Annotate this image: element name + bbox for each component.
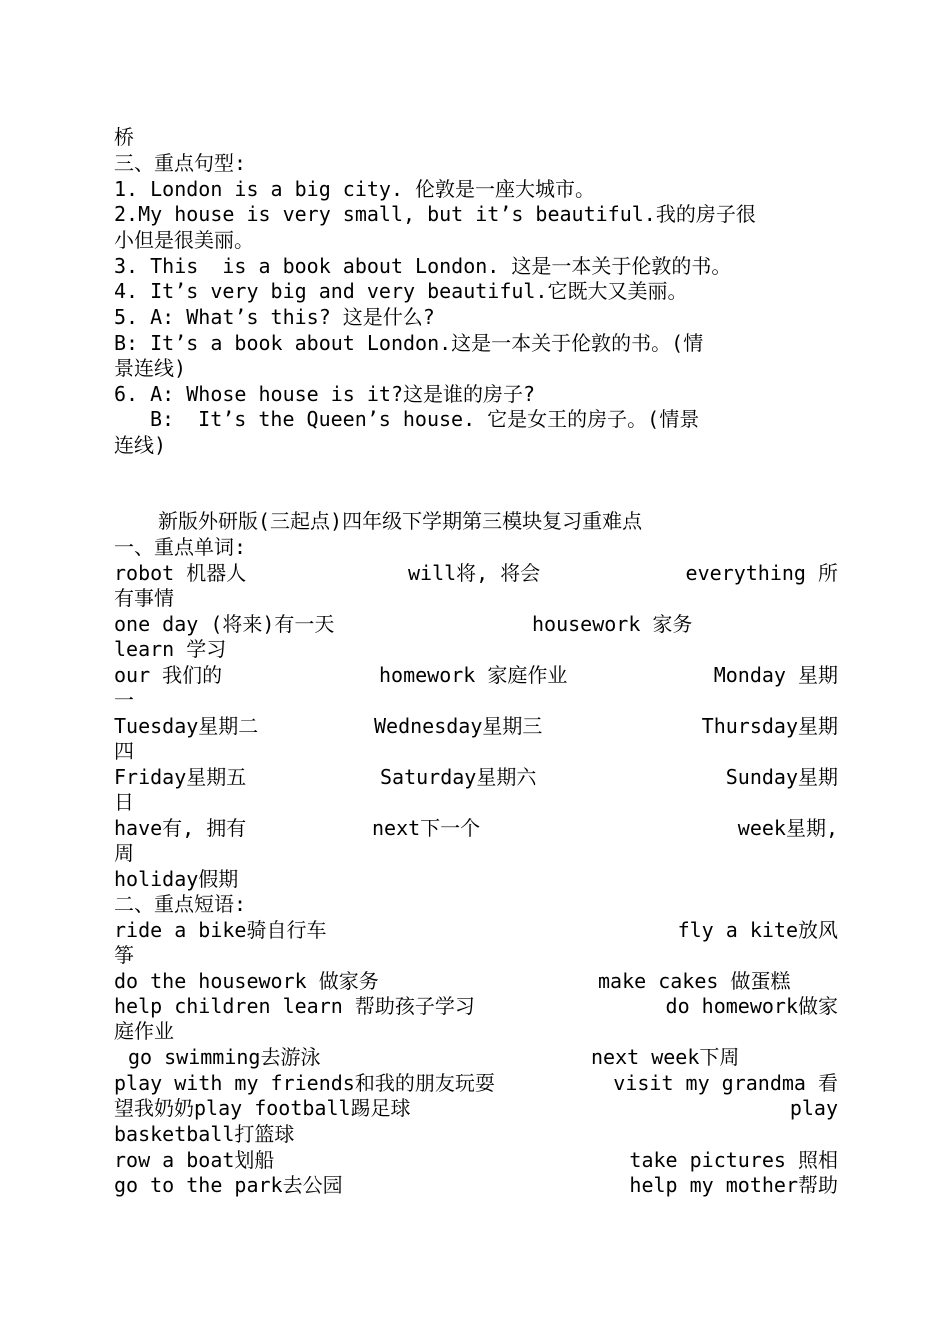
phrase-entry: ride a bike骑自行车 xyxy=(114,918,327,942)
phrase-row xyxy=(114,1147,838,1173)
phrase-row xyxy=(114,1070,838,1096)
word-entry: Monday 星期 xyxy=(713,663,838,687)
phrase-entry: help children learn 帮助孩子学习 xyxy=(114,994,475,1018)
phrase-entry: next week下周 xyxy=(591,1045,740,1069)
sentence-1: 1. London is a big city. 伦敦是一座大城市。 xyxy=(114,177,596,201)
phrase-entry: help my mother帮助 xyxy=(629,1173,838,1197)
phrase-entry: row a boat划船 xyxy=(114,1148,275,1172)
phrase-entry: go swimming去游泳 xyxy=(128,1045,321,1069)
word-entry: housework 家务 xyxy=(532,612,693,636)
phrase-row-continued: 筝 xyxy=(114,943,134,967)
phrase-entry: visit my grandma 看 xyxy=(613,1071,838,1095)
phrase-row xyxy=(114,993,838,1019)
word-row: holiday假期 xyxy=(114,867,239,891)
phrase-entry: play with my friends和我的朋友玩耍 xyxy=(114,1071,495,1095)
word-entry: everything 所 xyxy=(685,561,838,585)
word-entry: Saturday星期六 xyxy=(380,765,537,789)
sentence-6: 6. A: Whose house is it?这是谁的房子? xyxy=(114,382,536,406)
phrase-row-continued: 庭作业 xyxy=(114,1019,174,1043)
phrase-entry: play xyxy=(789,1096,838,1120)
word-entry: Friday星期五 xyxy=(114,765,247,789)
phrase-entry: do the housework 做家务 xyxy=(114,969,379,993)
document-title: 新版外研版(三起点)四年级下学期第三模块复习重难点 xyxy=(158,509,643,533)
word-entry: robot 机器人 xyxy=(114,561,247,585)
word-entry: Thursday星期 xyxy=(701,714,838,738)
phrase-entry: 望我奶奶play football踢足球 xyxy=(114,1096,411,1120)
word-row-continued: 一 xyxy=(114,688,134,712)
section-heading-key-words: 一、重点单词: xyxy=(114,535,247,559)
sentence-6-answer-continued: 连线) xyxy=(114,433,167,457)
sentence-2-continued: 小但是很美丽。 xyxy=(114,228,254,252)
word-entry: week星期, xyxy=(737,816,838,840)
word-entry: Tuesday星期二 xyxy=(114,714,259,738)
phrase-row xyxy=(114,1095,838,1121)
section-heading-key-phrases: 二、重点短语: xyxy=(114,892,247,916)
word-entry: have有, 拥有 xyxy=(114,816,247,840)
word-row xyxy=(114,764,838,790)
word-row-continued: learn 学习 xyxy=(114,637,227,661)
word-row-continued: 四 xyxy=(114,739,134,763)
sentence-5-answer-continued: 景连线) xyxy=(114,356,187,380)
phrase-entry: take pictures 照相 xyxy=(629,1148,838,1172)
word-entry: homework 家庭作业 xyxy=(379,663,568,687)
phrase-row-continued: basketball打篮球 xyxy=(114,1122,295,1146)
word-entry: Sunday星期 xyxy=(725,765,838,789)
word-entry: Wednesday星期三 xyxy=(374,714,543,738)
word-row xyxy=(114,713,838,739)
phrase-row xyxy=(114,917,838,943)
sentence-5-answer: B: It’s a book about London.这是一本关于伦敦的书。(情 xyxy=(114,331,704,355)
text-line: 桥 xyxy=(114,125,134,149)
phrase-row xyxy=(114,968,838,994)
phrase-entry: fly a kite放风 xyxy=(677,918,838,942)
sentence-2: 2.My house is very small, but it’s beautiful.我的房子很 xyxy=(114,202,756,226)
phrase-entry: make cakes 做蛋糕 xyxy=(598,969,791,993)
sentence-3: 3. This is a book about London. 这是一本关于伦敦的书。 xyxy=(114,254,732,278)
word-entry: next下一个 xyxy=(372,816,481,840)
phrase-row xyxy=(114,1044,838,1070)
section-heading-key-sentences: 三、重点句型: xyxy=(114,151,247,175)
word-row xyxy=(114,560,838,586)
sentence-4: 4. It’s very big and very beautiful.它既大又美丽。 xyxy=(114,279,688,303)
word-row xyxy=(114,662,838,688)
phrase-row xyxy=(114,1172,838,1198)
phrase-entry: do homework做家 xyxy=(665,994,838,1018)
word-row-continued: 有事情 xyxy=(114,586,174,610)
word-entry: will将, 将会 xyxy=(408,561,541,585)
sentence-6-answer: B: It’s the Queen’s house. 它是女王的房子。(情景 xyxy=(150,407,700,431)
word-row-continued: 日 xyxy=(114,790,134,814)
phrase-entry: go to the park去公园 xyxy=(114,1173,343,1197)
word-row-continued: 周 xyxy=(114,841,134,865)
word-row xyxy=(114,815,838,841)
sentence-5: 5. A: What’s this? 这是什么? xyxy=(114,305,435,329)
word-entry: our 我们的 xyxy=(114,663,223,687)
word-row xyxy=(114,611,838,637)
word-entry: one day (将来)有一天 xyxy=(114,612,335,636)
